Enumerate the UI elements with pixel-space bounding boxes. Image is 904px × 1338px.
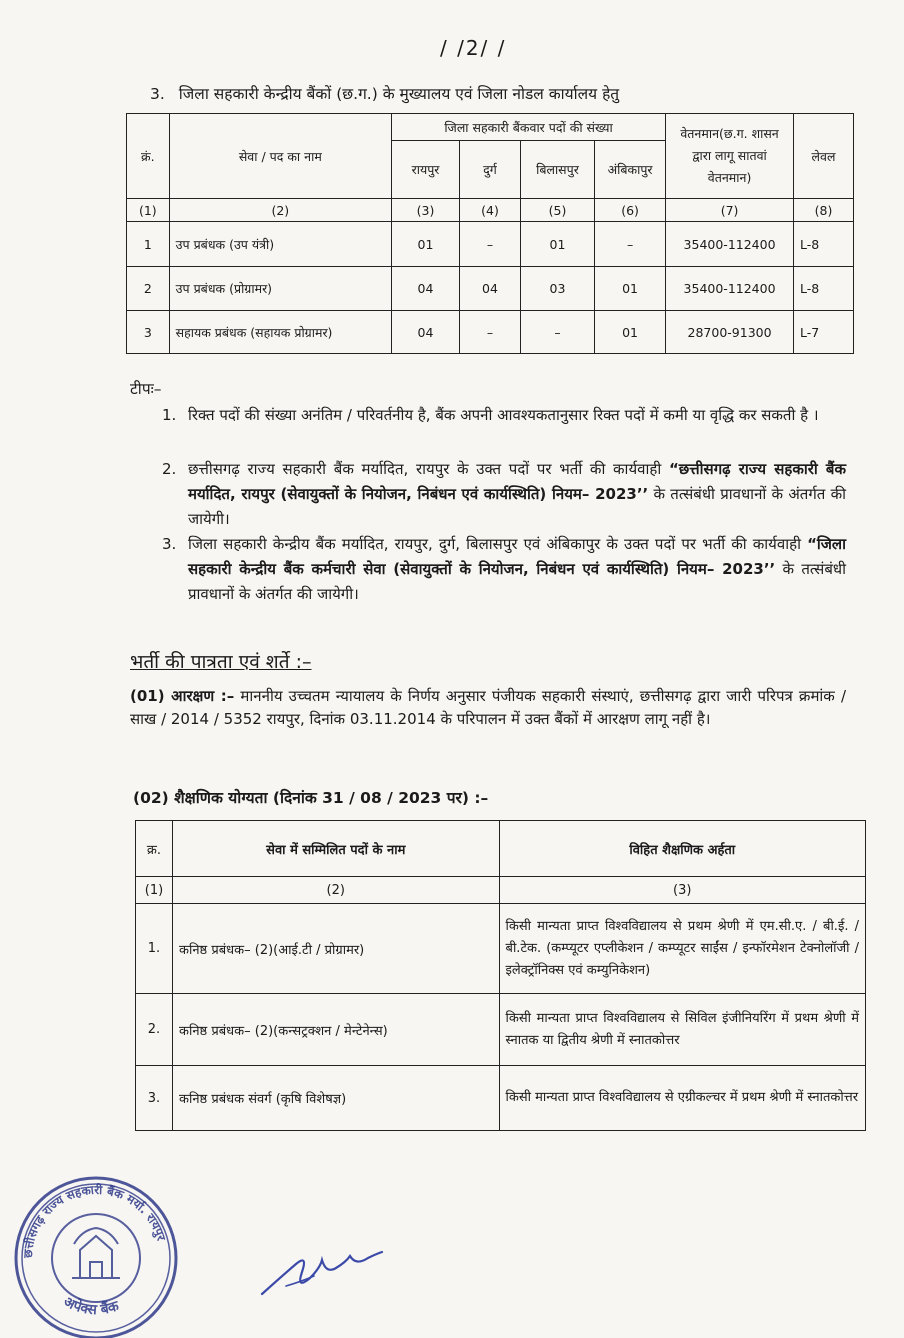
index-cell: (5): [520, 199, 594, 222]
table-row: [136, 1066, 866, 1131]
bank-seal-stamp: [10, 1166, 182, 1338]
section-number: 3.: [150, 85, 165, 103]
header-durg: दुर्ग: [460, 141, 521, 199]
header-sno: क्र.: [136, 821, 173, 877]
row-pay: 35400-112400: [666, 222, 794, 267]
header-bilaspur: बिलासपुर: [520, 141, 594, 199]
row-post: उप प्रबंधक (प्रोग्रामर): [169, 267, 391, 311]
row-level: L-7: [794, 311, 854, 354]
note-text-part: के तत्संबंधी प्रावधानों के अंतर्गत की जायेगी।: [188, 560, 846, 603]
row-qualification: किसी मान्यता प्राप्त विश्वविद्यालय से प्रथम श्रेणी में एम.सी.ए. / बी.ई. / बी.टेक. (कम्प्यूटर एप्लीकेशन / कम्प्यूटर साईंस / इन्फॉरमेशन टेक्नोलॉजी / इलेक्ट्रॉनिक्स एवं कम्युनिकेशन): [499, 904, 865, 994]
note-item: [162, 457, 846, 532]
note-text: रिक्त पदों की संख्या अनंतिम / परिवर्तनीय है, बैंक अपनी आवश्यकतानुसार रिक्त पदों में कमी या वृद्धि कर सकती है ।: [188, 406, 819, 424]
svg-text:अपेक्स बैंक: [61, 1294, 122, 1319]
table-row: [127, 267, 854, 311]
notes-title: टीपः–: [130, 380, 162, 398]
row-post: सहायक प्रबंधक (सहायक प्रोग्रामर): [169, 311, 391, 354]
row-sno: 1.: [136, 904, 173, 994]
row-post: कनिष्ठ प्रबंधक– (2)(कन्सट्रक्शन / मेन्टेनेन्स): [172, 994, 499, 1066]
index-cell: (6): [595, 199, 666, 222]
index-cell: (2): [169, 199, 391, 222]
index-cell: (3): [392, 199, 460, 222]
note-text-part: छत्तीसगढ़ राज्य सहकारी बैंक मर्यादित, रायपुर के उक्त पदों पर भर्ती की कार्यवाही: [188, 460, 669, 478]
note-rule-name: “जिला सहकारी केन्द्रीय बैंक कर्मचारी सेवा (सेवायुक्तों के नियोजन, निबंधन एवं कार्यस्थिति) नियम– 2023’’: [188, 535, 846, 578]
index-cell: (1): [136, 877, 173, 904]
row-sno: 2: [127, 267, 170, 311]
header-raipur: रायपुर: [392, 141, 460, 199]
row-bilaspur: –: [520, 311, 594, 354]
seal-bottom-text: अपेक्स बैंक: [60, 1293, 121, 1319]
header-post: सेवा / पद का नाम: [169, 114, 391, 199]
note-text-part: के तत्संबंधी प्रावधानों के अंतर्गत की जायेगी।: [188, 485, 846, 528]
row-sno: 3: [127, 311, 170, 354]
note-number: 2.: [162, 460, 177, 478]
row-level: L-8: [794, 267, 854, 311]
reservation-label: (01) आरक्षण :–: [130, 687, 235, 705]
index-cell: (2): [172, 877, 499, 904]
row-ambikapur: 01: [595, 311, 666, 354]
header-sno: क्रं.: [127, 114, 170, 199]
row-raipur: 01: [392, 222, 460, 267]
note-number: 3.: [162, 535, 177, 553]
seal-emblem-icon: [72, 1228, 120, 1278]
row-post: कनिष्ठ प्रबंधक संवर्ग (कृषि विशेषज्ञ): [172, 1066, 499, 1131]
eligibility-heading: भर्ती की पात्रता एवं शर्ते :–: [130, 651, 312, 673]
header-qualification: विहित शैक्षणिक अर्हता: [499, 821, 865, 877]
index-cell: (3): [499, 877, 865, 904]
row-raipur: 04: [392, 267, 460, 311]
table-row: [136, 904, 866, 994]
table-index-row: [127, 199, 854, 222]
note-item: [162, 532, 846, 607]
section-title: जिला सहकारी केन्द्रीय बैंकों (छ.ग.) के मुख्यालय एवं जिला नोडल कार्यालय हेतु: [178, 85, 620, 103]
signature-mark: [256, 1236, 386, 1306]
row-durg: –: [460, 311, 521, 354]
posts-table: [126, 113, 854, 354]
header-post: सेवा में सम्मिलित पदों के नाम: [172, 821, 499, 877]
education-heading: (02) शैक्षणिक योग्यता (दिनांक 31 / 08 / 2023 पर) :–: [133, 789, 489, 807]
qualification-table: [135, 820, 866, 1131]
table-row: [136, 994, 866, 1066]
row-ambikapur: 01: [595, 267, 666, 311]
reservation-text: माननीय उच्चतम न्यायालय के निर्णय अनुसार पंजीयक सहकारी संस्थाएं, छत्तीसगढ़ द्वारा जारी परिपत्र क्रमांक / साख / 2014 / 5352 रायपुर, दिनांक 03.11.2014 के परिपालन में उक्त बैंकों में आरक्षण लागू नहीं है।: [130, 687, 846, 728]
row-pay: 28700-91300: [666, 311, 794, 354]
note-rule-name: “छत्तीसगढ़ राज्य सहकारी बैंक मर्यादित, रायपुर (सेवायुक्तों के नियोजन, निबंधन एवं कार्यस्थिति) नियम– 2023’’: [188, 460, 846, 503]
table-row: [127, 311, 854, 354]
note-text-part: जिला सहकारी केन्द्रीय बैंक मर्यादित, रायपुर, दुर्ग, बिलासपुर एवं अंबिकापुर के उक्त पदों पर भर्ती की कार्यवाही: [188, 535, 808, 553]
index-cell: (4): [460, 199, 521, 222]
header-pay: वेतनमान(छ.ग. शासन द्वारा लागू सातवां वेतनमान): [666, 114, 794, 199]
index-cell: (7): [666, 199, 794, 222]
row-bilaspur: 03: [520, 267, 594, 311]
row-bilaspur: 01: [520, 222, 594, 267]
header-bank-group: जिला सहकारी बैंकवार पदों की संख्या: [392, 114, 666, 141]
row-ambikapur: –: [595, 222, 666, 267]
index-cell: (1): [127, 199, 170, 222]
note-text: [162, 532, 846, 607]
header-level: लेवल: [794, 114, 854, 199]
section-3-title: [150, 82, 619, 104]
note-text: [162, 457, 846, 532]
row-post: उप प्रबंधक (उप यंत्री): [169, 222, 391, 267]
table-row: [127, 222, 854, 267]
row-raipur: 04: [392, 311, 460, 354]
row-qualification: किसी मान्यता प्राप्त विश्वविद्यालय से एग्रीकल्चर में प्रथम श्रेणी में स्नातकोत्तर: [499, 1066, 865, 1131]
index-cell: (8): [794, 199, 854, 222]
reservation-paragraph: [130, 685, 846, 731]
row-qualification: किसी मान्यता प्राप्त विश्वविद्यालय से सिविल इंजीनियरिंग में प्रथम श्रेणी में स्नातक या द्वितीय श्रेणी में स्नातकोत्तर: [499, 994, 865, 1066]
row-sno: 1: [127, 222, 170, 267]
row-durg: 04: [460, 267, 521, 311]
note-item: [162, 403, 846, 428]
page-number: / /2/ /: [440, 36, 507, 60]
seal-top-text: छत्तीसगढ़ राज्य सहकारी बैंक मर्या. रायपुर: [20, 1182, 169, 1259]
table-index-row: [136, 877, 866, 904]
note-number: 1.: [162, 406, 177, 424]
row-post: कनिष्ठ प्रबंधक– (2)(आई.टी / प्रोग्रामर): [172, 904, 499, 994]
row-durg: –: [460, 222, 521, 267]
header-ambikapur: अंबिकापुर: [595, 141, 666, 199]
row-sno: 2.: [136, 994, 173, 1066]
row-sno: 3.: [136, 1066, 173, 1131]
row-level: L-8: [794, 222, 854, 267]
row-pay: 35400-112400: [666, 267, 794, 311]
